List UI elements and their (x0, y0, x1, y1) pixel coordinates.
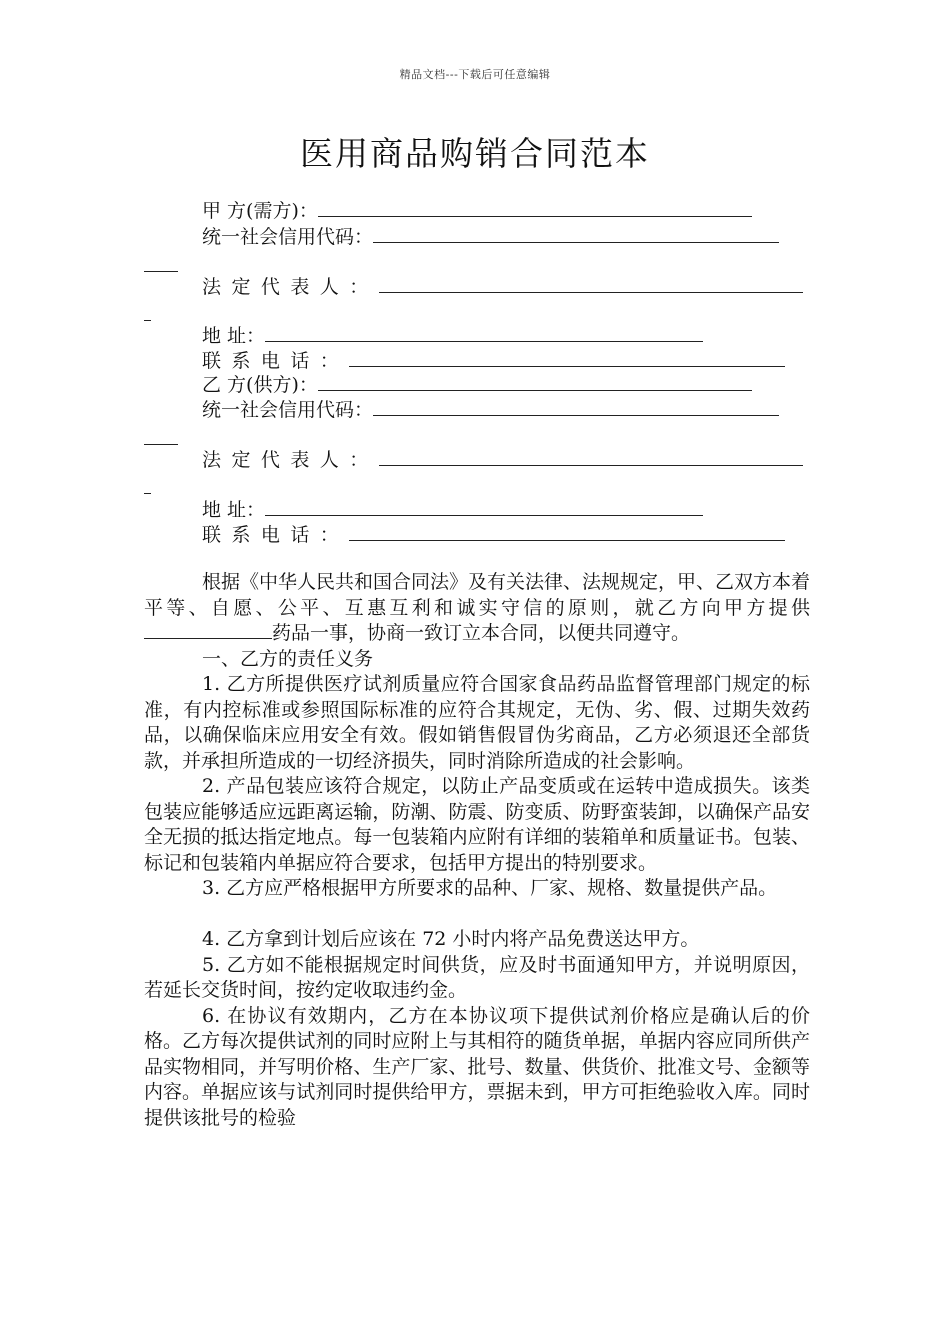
party-a-rep-line-wrap (144, 319, 151, 321)
party-b-phone-label: 联系电话： (202, 524, 350, 546)
party-a-rep-label: 法定代表人： (202, 276, 379, 298)
intro-text-before: 根据《中华人民共和国合同法》及有关法律、法规规定，甲、乙双方本着平等、自愿、公平、互惠互利和诚实守信的原则，就乙方向甲方提供 (144, 571, 811, 619)
party-a-name-label: 甲 方(需方)： (202, 200, 318, 222)
party-b-name-line (318, 374, 752, 391)
paragraph-gap (144, 902, 810, 928)
party-b-name-field (202, 374, 752, 396)
party-b-name-label: 乙 方(供方)： (202, 374, 318, 396)
clause-4: 4. 乙方拿到计划后应该在 72 小时内将产品免费送达甲方。 (202, 928, 700, 950)
party-a-credit-line (373, 226, 779, 243)
party-b-credit-line-wrap (144, 443, 178, 445)
party-b-rep-line-wrap (144, 492, 151, 494)
party-b-credit-label: 统一社会信用代码： (202, 399, 374, 421)
clause-3: 3. 乙方应严格根据甲方所要求的品种、厂家、规格、数量提供产品。 (202, 877, 778, 899)
clause-1: 1. 乙方所提供医疗试剂质量应符合国家食品药品监督管理部门规定的标准，有内控标准或参照国际标准的应符合其规定，无伪、劣、假、过期失效药品，以确保临床应用安全有效。假如销售假冒伪劣商品，乙方必须退还全部货款，并承担所造成的一切经济损失，同时消除所造成的社会影响。 (144, 673, 810, 772)
product-blank (144, 623, 272, 639)
party-b-credit-line (373, 399, 779, 416)
party-b-phone-field (202, 524, 785, 546)
party-b-address-label: 地 址： (202, 499, 266, 521)
party-b-address-field (202, 499, 703, 521)
party-b-rep-field (202, 449, 803, 471)
party-a-phone-label: 联系电话： (202, 350, 350, 372)
party-a-address-field (202, 325, 703, 347)
contract-body (144, 570, 810, 1131)
party-a-address-label: 地 址： (202, 325, 266, 347)
clause-6: 6. 在协议有效期内，乙方在本协议项下提供试剂价格应是确认后的价格。乙方每次提供试剂的同时应附上与其相符的随货单据，单据内容应同所供产品实物相同，并写明价格、生产厂家、批号、数量、供货价、批准文号、金额等内容。单据应该与试剂同时提供给甲方，票据未到，甲方可拒绝验收入库。同时提供该批号的检验 (144, 1004, 810, 1129)
party-a-credit-label: 统一社会信用代码： (202, 226, 374, 248)
party-a-name-field (202, 200, 752, 222)
party-a-phone-field (202, 350, 785, 372)
clause-2: 2. 产品包装应该符合规定，以防止产品变质或在运转中造成损失。该类包装应能够适应远距离运输，防潮、防震、防变质、防野蛮装卸，以确保产品安全无损的抵达指定地点。每一包装箱内应附有详细的装箱单和质量证书。包装、标记和包装箱内单据应符合要求，包括甲方提出的特别要求。 (144, 775, 810, 874)
party-b-rep-line (379, 449, 803, 466)
party-a-rep-field (202, 276, 803, 298)
section-heading: 一、乙方的责任义务 (202, 647, 374, 670)
clause-5: 5. 乙方如不能根据规定时间供货，应及时书面通知甲方，并说明原因，若延长交货时间，按约定收取违约金。 (144, 953, 810, 1001)
party-a-credit-field (202, 226, 779, 248)
party-a-phone-line (349, 350, 785, 367)
party-b-phone-line (349, 524, 785, 541)
party-b-address-line (265, 499, 703, 516)
page-title: 医用商品购销合同范本 (300, 134, 650, 173)
intro-paragraph (144, 570, 810, 647)
header-note: 精品文档---下载后可任意编辑 (399, 68, 551, 81)
party-b-rep-label: 法定代表人： (202, 449, 379, 471)
intro-text-after: 药品一事，协商一致订立本合同，以便共同遵守。 (272, 622, 691, 644)
party-a-rep-line (379, 276, 803, 293)
party-b-credit-field (202, 399, 779, 421)
party-a-address-line (265, 325, 703, 342)
party-a-name-line (318, 200, 752, 217)
party-a-credit-line-wrap (144, 270, 178, 272)
